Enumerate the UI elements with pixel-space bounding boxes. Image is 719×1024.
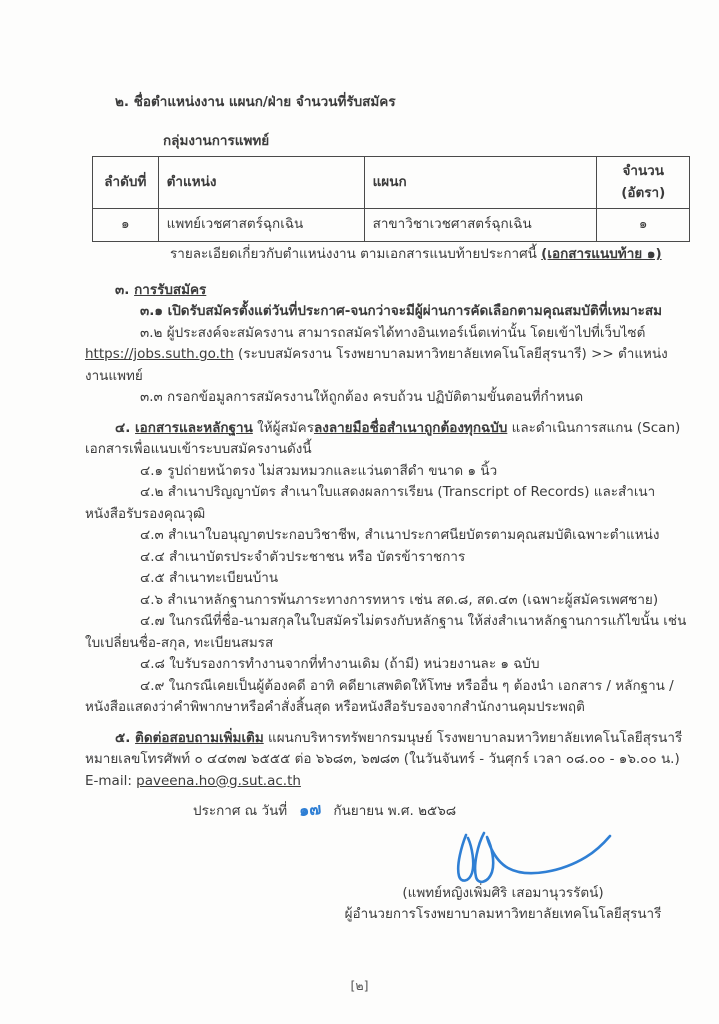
section3-title: การรับสมัคร — [134, 281, 207, 298]
section4-item-7: ๔.๗ ในกรณีที่ชื่อ-นามสกุลในใบสมัครไม่ตรงกับหลักฐาน ให้ส่งสำเนาหลักฐานการแก้ไขนั้น เช่น ใบเปลี่ยนชื่อ-สกุล, ทะเบียนสมรส — [85, 613, 687, 651]
positions-table — [92, 156, 690, 242]
section4-item-8: ๔.๘ ใบรับรองการทำงานจากที่ทำงานเดิม (ถ้ามี) หน่วยงานละ ๑ ฉบับ — [140, 656, 540, 672]
section5-number: ๕. — [115, 729, 136, 746]
section5-title: ติดต่อสอบถามเพิ่มเติม — [135, 729, 264, 746]
cell-position: แพทย์เวชศาสตร์ฉุกเฉิน — [158, 209, 364, 242]
handwritten-date: ๑๗ — [298, 799, 323, 820]
table-row — [93, 209, 690, 242]
section4-item-2: ๔.๒ สำเนาปริญญาบัตร สำเนาใบแสดงผลการเรียน (Transcript of Records) และสำเนาหนังสือรับรองคุณวุฒิ — [85, 484, 656, 522]
section4-item-6: ๔.๖ สำเนาหลักฐานการพ้นภาระทางการทหาร เช่น สด.๘, สด.๔๓ (เฉพาะผู้สมัครเพศชาย) — [140, 591, 659, 608]
col-header-department: แผนก — [364, 157, 597, 209]
col-header-count: จำนวน (อัตรา) — [597, 157, 690, 209]
section4-item-1: ๔.๑ รูปถ่ายหน้าตรง ไม่สวมหมวกและแว่นตาสีดำ ขนาด ๑ นิ้ว — [140, 462, 498, 479]
table-note — [85, 244, 691, 266]
date-suffix: กันยายน พ.ศ. ๒๕๖๘ — [333, 803, 457, 819]
section4-intro-mid: ให้ผู้สมัคร — [252, 419, 314, 436]
section4-title: เอกสารและหลักฐาน — [135, 419, 253, 436]
signatory-name: (แพทย์หญิงเพิ่มศิริ เสอมานุวรรัตน์) — [402, 884, 604, 901]
section4-intro-end: และดำเนินการสแกน (Scan) เอกสารเพื่อแนบเข้าระบบสมัครงานดังนี้ — [85, 419, 681, 457]
table-note-text: รายละเอียดเกี่ยวกับตำแหน่งงาน ตามเอกสารแนบท้ายประกาศนี้ — [170, 246, 542, 262]
section4-heading — [85, 418, 691, 461]
email-label: E-mail: — [85, 772, 137, 789]
section4-item-9: ๔.๙ ในกรณีเคยเป็นผู้ต้องคดี อาทิ คดียาเสพติดให้โทษ หรืออื่น ๆ ต้องนำ เอกสาร / หลักฐาน / หนังสือแสดงว่าคำพิพากษาหรือคำสั่งสิ้นสุด หรือหนังสือรับรองจากสำนักงานคุมประพฤติ — [85, 677, 674, 715]
section4-intro-underline: ลงลายมือชื่อสำเนาถูกต้องทุกฉบับ — [313, 419, 508, 436]
section3-item-2 — [85, 323, 691, 388]
page-number: [๒] — [350, 977, 369, 993]
email-link[interactable]: paveena.ho@g.sut.ac.th — [136, 772, 301, 789]
signatory-title: ผู้อำนวยการโรงพยาบาลมหาวิทยาลัยเทคโนโลยีสุรนารี — [344, 906, 662, 922]
section4-item-4: ๔.๔ สำเนาบัตรประจำตัวประชาชน หรือ บัตรข้าราชการ — [140, 548, 466, 565]
jobs-website-link[interactable]: https://jobs.suth.go.th — [85, 346, 234, 362]
signature-stroke — [458, 833, 610, 882]
group-label: กลุ่มงานการแพทย์ — [163, 132, 270, 149]
section4-item-3: ๔.๓ สำเนาใบอนุญาตประกอบวิชาชีพ, สำเนาประกาศนียบัตรตามคุณสมบัติเฉพาะตำแหน่ง — [140, 527, 660, 543]
table-header-row — [93, 157, 690, 209]
section3-number: ๓. — [115, 281, 135, 298]
col-header-position: ตำแหน่ง — [158, 157, 364, 209]
section4-item-5: ๔.๕ สำเนาทะเบียนบ้าน — [140, 570, 279, 586]
cell-order: ๑ — [93, 209, 159, 242]
signature-block — [333, 829, 673, 926]
date-prefix: ประกาศ ณ วันที่ — [193, 803, 288, 819]
section3-item-2-text: ๓.๒ ผู้ประสงค์จะสมัครงาน สามารถสมัครได้ทางอินเทอร์เน็ตเท่านั้น โดยเข้าไปที่เว็บไซต์ — [140, 324, 646, 341]
section5-heading — [85, 728, 691, 750]
phone-line: หมายเลขโทรศัพท์ ๐ ๔๔๓๗ ๖๕๕๕ ต่อ ๖๖๘๓, ๖๗๘๓ (ในวันจันทร์ - วันศุกร์ เวลา ๐๘.๐๐ - ๑๖.๐๐ น.) — [85, 751, 680, 767]
cell-department: สาขาวิชาเวชศาสตร์ฉุกเฉิน — [364, 209, 597, 242]
section4-number: ๔. — [115, 419, 136, 436]
announcement-date-line — [85, 799, 691, 823]
section2-heading: ๒. ชื่อตำแหน่งงาน แผนก/ฝ่าย จำนวนที่รับสมัคร — [115, 94, 396, 110]
col-header-order: ลำดับที่ — [93, 157, 159, 209]
section3-item-2-cont: (ระบบสมัครงาน โรงพยาบาลมหาวิทยาลัยเทคโนโลยีสุรนารี) >> ตำแหน่งงานแพทย์ — [85, 346, 668, 384]
cell-count: ๑ — [597, 209, 690, 242]
table-note-attachment: (เอกสารแนบท้าย ๑) — [541, 246, 662, 262]
section3-heading — [85, 280, 691, 302]
section3-item-1: ๓.๑ เปิดรับสมัครตั้งแต่วันที่ประกาศ-จนกว่าจะมีผู้ผ่านการคัดเลือกตามคุณสมบัติที่เหมาะสม — [140, 303, 663, 319]
email-line — [85, 771, 691, 793]
section5-intro: แผนกบริหารทรัพยากรมนุษย์ โรงพยาบาลมหาวิทยาลัยเทคโนโลยีสุรนารี — [263, 729, 683, 746]
section3-item-3: ๓.๓ กรอกข้อมูลการสมัครงานให้ถูกต้อง ครบถ้วน ปฏิบัติตามขั้นตอนที่กำหนด — [140, 389, 584, 405]
